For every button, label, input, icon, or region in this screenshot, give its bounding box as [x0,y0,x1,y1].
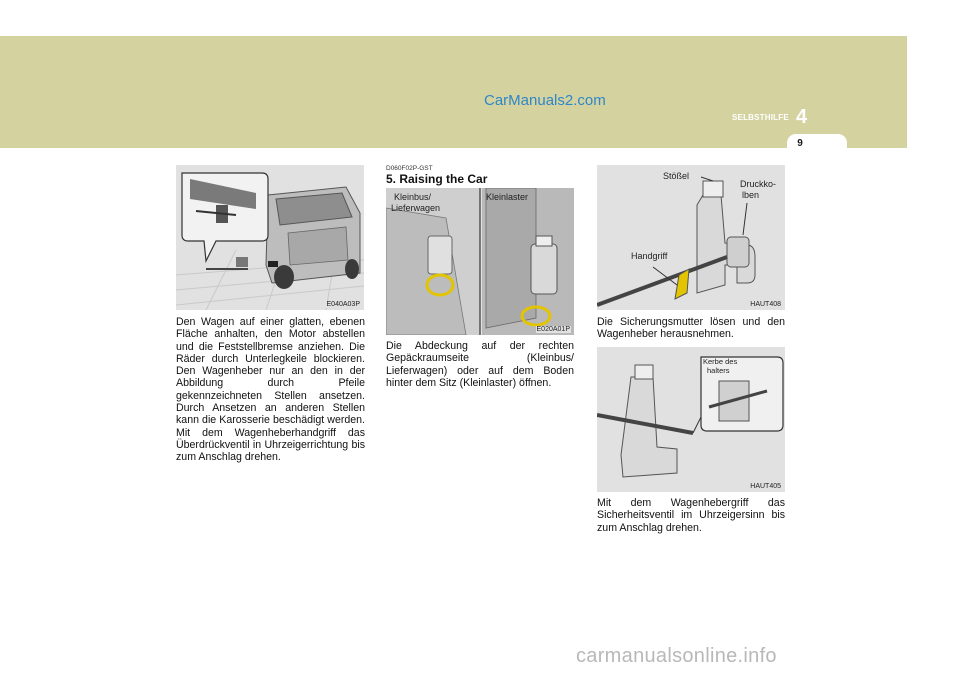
label-druckkolben-1: Druckko- [740,179,777,189]
col2-instructions: Die Abdeckung auf der rechten Gepäckraumseite (Kleinbus/ Lieferwagen) oder auf dem Boden hinter dem Sitz (Kleinlaster) öffnen. [386,340,574,389]
label-kleinlaster: Kleinlaster [486,192,529,202]
jack-valve-illustration [597,347,785,492]
jack-valve-drawing [597,347,785,492]
figure-code-van: E040A03P [326,301,360,308]
col3-instructions-1: Die Sicherungsmutter lösen und den Wagenheber herausnehmen. [597,316,785,341]
label-stossel: Stößel [663,171,690,181]
figure-code-jack-valve: HAUT405 [750,483,781,490]
jack-parts-illustration [597,165,785,310]
col1-instructions: Den Wagen auf einer glatten, ebenen Fläche anhalten, den Motor abstellen und die Feststellbremse anziehen. Die Räder durch Unterlegkeile blockieren. Den Wagenheber nur an den in der Abbildung durch Pfeile gekennzeichneten Stellen ansetzen. Durch Ansetzen an anderen Stellen kann die Karosserie beschädigt werden. Mit dem Wagenheberhandgriff das Überdrückventil in Uhrzeigerrichtung bis zum Anschlag drehen. [176,316,365,464]
section-label: SELBSTHILFE [732,113,789,122]
section-heading: 5. Raising the Car [386,172,488,186]
page-number: 9 [797,138,803,149]
doc-code: D060F02P-GST [386,165,433,172]
storage-location-illustration [386,188,574,335]
label-lieferwagen: Lieferwagen [391,203,441,213]
label-kleinbus: Kleinbus/ [394,192,432,202]
label-druckkolben-2: lben [742,190,760,200]
chapter-number: 4 [796,106,808,128]
figure-code-storage: E020A01P [536,326,570,333]
van-jack-illustration [176,165,364,310]
label-kerbe-2: halters [707,366,730,375]
van-jack-drawing [176,165,364,310]
header-band [0,36,907,148]
label-kerbe-1: Kerbe des [703,357,738,366]
watermark-top[interactable]: CarManuals2.com [484,92,606,109]
col3-instructions-2: Mit dem Wagenhebergriff das Sicherheitsventil im Uhrzeigersinn bis zum Anschlag drehen. [597,497,785,534]
watermark-bottom[interactable]: carmanualsonline.info [576,645,777,667]
figure-code-jack-parts: HAUT408 [750,301,781,308]
label-handgriff: Handgriff [631,251,668,261]
